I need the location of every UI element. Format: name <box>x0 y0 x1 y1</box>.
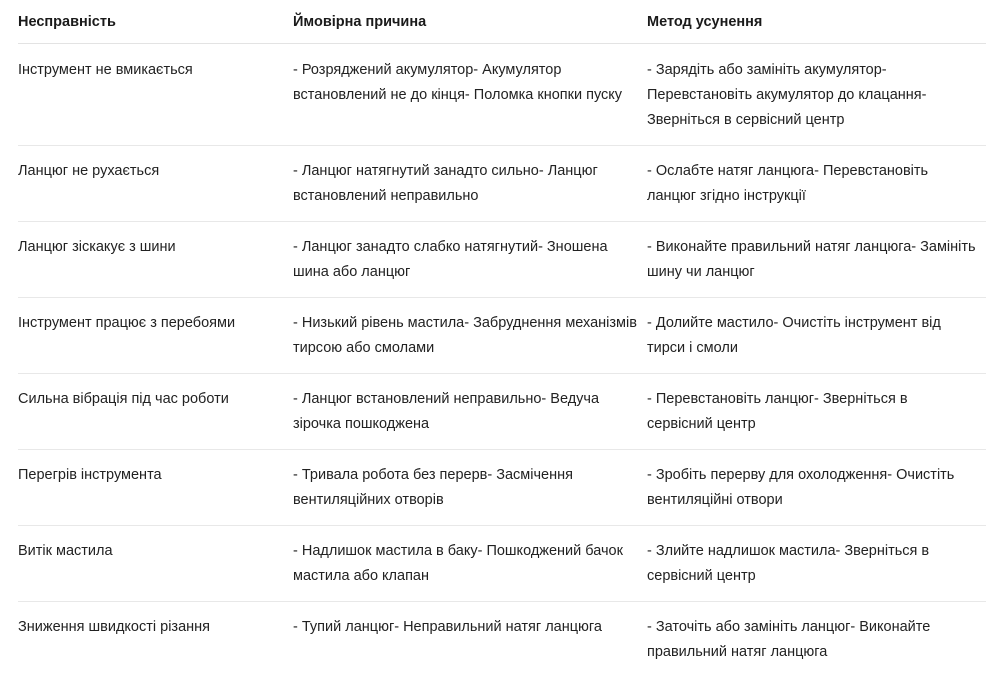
table-row <box>18 374 986 450</box>
cell-fix: - Зарядіть або замініть акумулятор- Перевстановіть акумулятор до клацання- Зверніться в сервісний центр <box>647 44 986 146</box>
cell-cause: - Тупий ланцюг- Неправильний натяг ланцюга <box>293 619 602 635</box>
cell-fix: - Ослабте натяг ланцюга- Перевстановіть ланцюг згідно інструкції <box>647 146 986 222</box>
table-row <box>18 222 986 298</box>
cell-fault: Перегрів інструмента <box>18 450 293 526</box>
cell-fix: - Долийте мастило- Очистіть інструмент від тирси і смоли <box>647 298 986 374</box>
header-cause: Ймовірна причина <box>293 0 647 44</box>
cell-cause: - Тривала робота без перерв- Засмічення вентиляційних отворів <box>293 450 647 526</box>
header-fault: Несправність <box>18 0 293 44</box>
cell-cause: - Ланцюг встановлений неправильно- Ведуча зірочка пошкоджена <box>293 374 647 450</box>
header-row <box>18 0 986 44</box>
table-row <box>18 44 986 146</box>
troubleshooting-table <box>18 0 986 677</box>
cell-fix: - Злийте надлишок мастила- Зверніться в сервісний центр <box>647 526 986 602</box>
header-fix: Метод усунення <box>647 0 986 44</box>
table-body <box>18 44 986 678</box>
cell-fault: Сильна вібрація під час роботи <box>18 374 293 450</box>
table-row <box>18 450 986 526</box>
cell-cause: - Низький рівень мастила- Забруднення механізмів тирсою або смолами <box>293 298 647 374</box>
cell-fault: Інструмент працює з перебоями <box>18 298 293 374</box>
cell-fault: Зниження швидкості різання <box>18 619 210 635</box>
table-header <box>18 0 986 44</box>
cell-fault: Ланцюг не рухається <box>18 146 293 222</box>
table-row <box>18 146 986 222</box>
cell-fix: - Перевстановіть ланцюг- Зверніться в сервісний центр <box>647 374 986 450</box>
cell-fix: - Виконайте правильний натяг ланцюга- Замініть шину чи ланцюг <box>647 222 986 298</box>
table-row <box>18 526 986 602</box>
cell-fix: - Заточіть або замініть ланцюг- Виконайте правильний натяг ланцюга <box>647 619 931 660</box>
cell-fault: Інструмент не вмикається <box>18 44 293 146</box>
cell-cause: - Ланцюг натягнутий занадто сильно- Ланцюг встановлений неправильно <box>293 146 647 222</box>
cell-cause: - Ланцюг занадто слабко натягнутий- Зношена шина або ланцюг <box>293 222 647 298</box>
cell-cause: - Надлишок мастила в баку- Пошкоджений бачок мастила або клапан <box>293 526 647 602</box>
table-row <box>18 298 986 374</box>
cell-cause: - Розряджений акумулятор- Акумулятор встановлений не до кінця- Поломка кнопки пуску <box>293 44 647 146</box>
cell-fix: - Зробіть перерву для охолодження- Очистіть вентиляційні отвори <box>647 450 986 526</box>
table-row <box>18 602 986 678</box>
cell-fault: Ланцюг зіскакує з шини <box>18 222 293 298</box>
cell-fault: Витік мастила <box>18 526 293 602</box>
